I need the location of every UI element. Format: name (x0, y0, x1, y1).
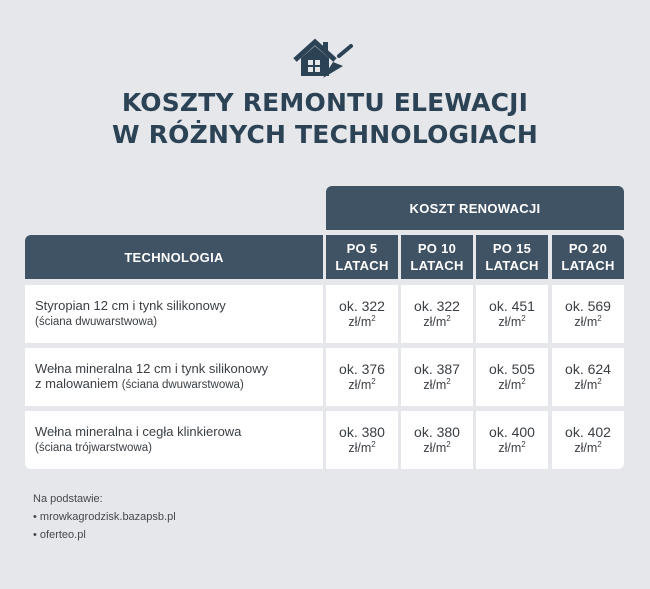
period-header-10: PO 10 LATACH (401, 235, 473, 279)
technology-note: (ściana dwuwarstwowa) (121, 379, 244, 391)
period-header-5: PO 5 LATACH (326, 235, 398, 279)
table-row-technology: Wełna mineralna 12 cm i tynk silikonowy z malowaniem (ściana dwuwarstwowa) (25, 348, 323, 406)
cost-cell: ok. 376 $zł/m^2$ (326, 348, 398, 406)
technology-note: (ściana dwuwarstwowa) (35, 316, 158, 328)
source-item: • oferteo.pl (33, 526, 176, 544)
cost-cell: ok. 322 $zł/m^2$ (401, 285, 473, 343)
technology-name: Styropian 12 cm i tynk silikonowy (35, 298, 226, 313)
technology-name: Wełna mineralna 12 cm i tynk silikonowy (35, 361, 269, 376)
house-trowel-icon (293, 36, 355, 80)
technology-name: Wełna mineralna i cegła klinkierowa (35, 424, 242, 439)
title-line-2: W RÓŻNYCH TECHNOLOGIACH (112, 120, 538, 149)
cost-cell: ok. 505 $zł/m^2$ (476, 348, 548, 406)
period-header-20: PO 20 LATACH (552, 235, 624, 279)
cost-cell: ok. 400 $zł/m^2$ (476, 411, 548, 469)
page-title (0, 87, 650, 151)
sources-heading: Na podstawie: (33, 493, 103, 505)
table-row-technology (25, 285, 323, 343)
technology-header: TECHNOLOGIA (25, 235, 323, 279)
cost-cell: ok. 322 $zł/m^2$ (326, 285, 398, 343)
cost-header: KOSZT RENOWACJI (326, 186, 624, 230)
cost-cell: ok. 380 $zł/m^2$ (326, 411, 398, 469)
title-line-1: KOSZTY REMONTU ELEWACJI (121, 88, 529, 117)
cost-cell: ok. 402 $zł/m^2$ (552, 411, 624, 469)
technology-note: (ściana trójwarstwowa) (35, 442, 152, 454)
table-row-technology (25, 411, 323, 469)
sources (33, 490, 176, 544)
period-header-15: PO 15 LATACH (476, 235, 548, 279)
cost-cell: ok. 387 $zł/m^2$ (401, 348, 473, 406)
cost-cell: ok. 451 $zł/m^2$ (476, 285, 548, 343)
cost-cell: ok. 624 $zł/m^2$ (552, 348, 624, 406)
cost-cell: ok. 569 $zł/m^2$ (552, 285, 624, 343)
cost-cell: ok. 380 $zł/m^2$ (401, 411, 473, 469)
source-item: • mrowkagrodzisk.bazapsb.pl (33, 508, 176, 526)
